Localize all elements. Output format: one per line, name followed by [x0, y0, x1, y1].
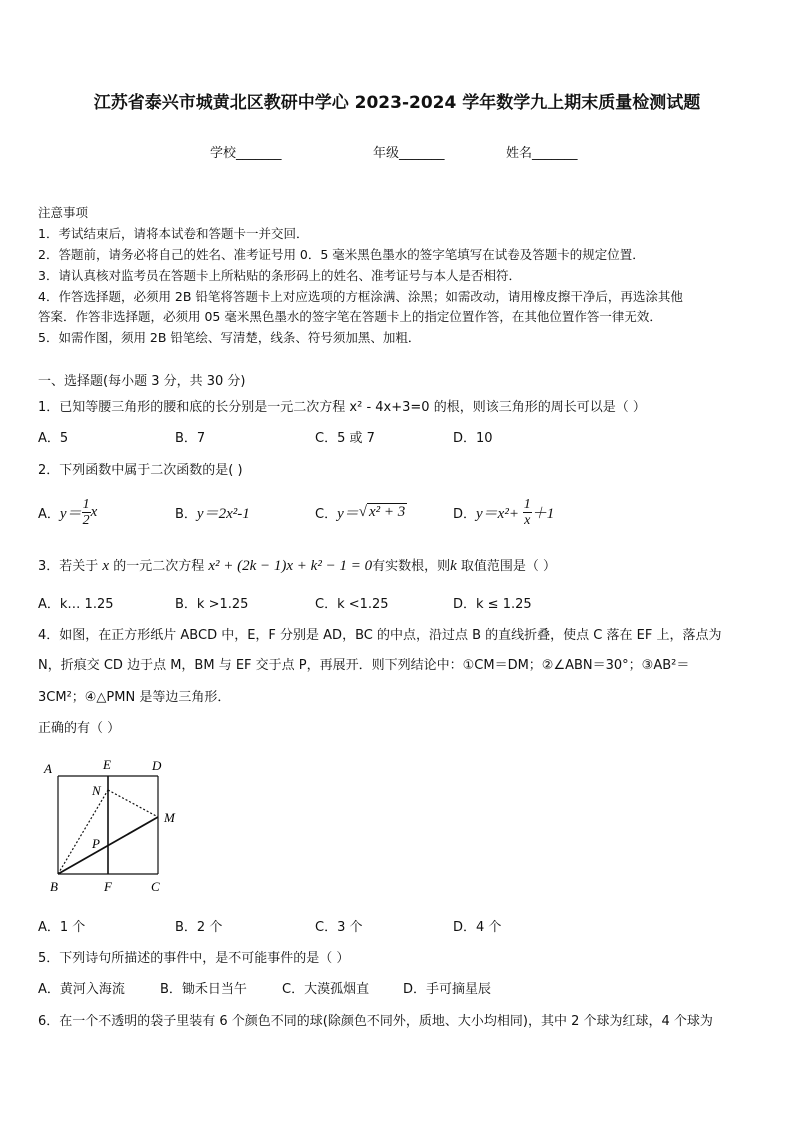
- stem-text: 的一元二次方程: [109, 559, 209, 574]
- notes-heading: 注意事项: [38, 205, 89, 220]
- question-2-option-a: [38, 494, 97, 530]
- question-3-option-b: B．k >1.25: [175, 597, 249, 612]
- note-item: 2．答题前，请务必将自己的姓名、准考证号用 0．5 毫米黑色墨水的签字笔填写在试卷及答题卡的规定位置．: [38, 247, 645, 262]
- question-3-option-c: C．k <1.25: [315, 597, 389, 612]
- question-5-option-d: D．手可摘星辰: [403, 982, 492, 997]
- question-1-stem: 1．已知等腰三角形的腰和底的长分别是一元二次方程 x² - 4x+3=0 的根，则该三角形的周长可以是（ ）: [38, 400, 646, 415]
- fraction: [523, 497, 532, 528]
- geometry-figure: [38, 752, 198, 898]
- option-label: C．: [315, 506, 338, 522]
- section-heading: 一、选择题(每小题 3 分，共 30 分): [38, 374, 246, 389]
- label-e: E: [103, 757, 111, 772]
- option-label: D．: [453, 506, 477, 522]
- question-5-stem: 5．下列诗句所描述的事件中，是不可能事件的是（ ）: [38, 951, 350, 966]
- label-n: N: [92, 783, 101, 798]
- question-5-option-b: B．锄禾日当午: [160, 982, 247, 997]
- math-expression: y＝: [337, 505, 359, 522]
- fraction-numerator: 1: [82, 496, 90, 512]
- label-a: A: [44, 761, 52, 776]
- note-item: 3．请认真核对监考员在答题卡上所粘贴的条形码上的姓名、准考证号与本人是否相符．: [38, 268, 521, 283]
- math-expression: y＝x²+: [476, 505, 523, 522]
- school-field: 学校_______: [210, 146, 282, 161]
- question-2-option-b: [175, 494, 250, 530]
- label-f: F: [104, 879, 112, 894]
- question-5-option-a: A．黄河入海流: [38, 982, 125, 997]
- question-3-option-a: A．k… 1.25: [38, 597, 114, 612]
- math-variable: k: [450, 558, 457, 574]
- note-item: 5．如需作图，须用 2B 铅笔绘、写清楚，线条、符号须加黑、加粗．: [38, 330, 421, 345]
- math-expression: y＝: [59, 505, 82, 522]
- question-2-option-d: [453, 494, 554, 530]
- sqrt-sign: √: [358, 503, 367, 520]
- question-4-option-d: D．4 个: [453, 920, 502, 935]
- label-m: M: [164, 810, 175, 825]
- label-p: P: [92, 836, 100, 851]
- question-1-option-b: B．7: [175, 431, 206, 446]
- fraction-numerator: 1: [523, 496, 531, 512]
- question-2-option-c: [315, 494, 407, 530]
- math-expression: x: [90, 503, 98, 520]
- page-title: 江苏省泰兴市城黄北区教研中学心 2023-2024 学年数学九上期末质量检测试题: [93, 93, 701, 113]
- question-4-option-a: A．1 个: [38, 920, 86, 935]
- equation: x² + (2k − 1)x + k² − 1 = 0: [208, 558, 373, 574]
- question-4-line: N，折痕交 CD 边于点 M，BM 与 EF 交于点 P，再展开．则下列结论中：①CM＝DM；②∠ABN＝30°；③AB²＝: [38, 658, 690, 673]
- math-variable: x: [102, 558, 110, 574]
- question-1-option-a: A．5: [38, 431, 69, 446]
- label-b: B: [50, 879, 58, 894]
- fraction: [82, 497, 91, 528]
- question-1-option-c: C．5 或 7: [315, 431, 375, 446]
- label-c: C: [151, 879, 160, 894]
- question-3-stem: [38, 555, 556, 575]
- question-4-option-c: C．3 个: [315, 920, 363, 935]
- note-item: 1．考试结束后，请将本试卷和答题卡一并交回．: [38, 226, 309, 241]
- question-4-line: 3CM²；④△PMN 是等边三角形．: [38, 690, 231, 705]
- math-expression: y＝2x²-1: [196, 505, 250, 522]
- question-4-option-b: B．2 个: [175, 920, 223, 935]
- fraction-denominator: 2: [82, 512, 90, 528]
- question-1-option-d: D．10: [453, 431, 493, 446]
- name-field: 姓名_______: [506, 146, 578, 161]
- segment-nm-dotted: [108, 790, 158, 817]
- note-item: 答案．作答非选择题，必须用 05 毫米黑色墨水的签字笔在答题卡上的指定位置作答，在其他位置作答一律无效．: [38, 309, 662, 324]
- question-5-option-c: C．大漠孤烟直: [282, 982, 370, 997]
- option-label: A．: [38, 506, 60, 522]
- question-4-ask: 正确的有（ ）: [38, 721, 121, 736]
- question-6-stem: 6．在一个不透明的袋子里装有 6 个颜色不同的球(除颜色不同外，质地、大小均相同)，其中 2 个球为红球，4 个球为: [38, 1014, 713, 1029]
- label-d: D: [152, 758, 162, 773]
- grade-field: 年级_______: [373, 146, 445, 161]
- fraction-denominator: x: [524, 512, 531, 528]
- question-4-line: 4．如图，在正方形纸片 ABCD 中，E，F 分别是 AD，BC 的中点，沿过点 B 的直线折叠，使点 C 落在 EF 上，落点为: [38, 628, 722, 643]
- math-expression: ＋1: [531, 505, 555, 522]
- note-item: 4．作答选择题，必须用 2B 铅笔将答题卡上对应选项的方框涂满、涂黑；如需改动，请用橡皮擦干净后，再选涂其他: [38, 289, 683, 304]
- stem-text: 3．若关于: [38, 559, 103, 574]
- question-2-stem: 2．下列函数中属于二次函数的是( ): [38, 463, 243, 478]
- question-3-option-d: D．k ≤ 1.25: [453, 597, 532, 612]
- radicand: x² + 3: [368, 504, 406, 520]
- option-label: B．: [175, 506, 197, 522]
- stem-text: 取值范围是（ ）: [456, 559, 557, 574]
- stem-text: 有实数根，则: [372, 559, 451, 574]
- segment-bn-dotted: [58, 790, 108, 874]
